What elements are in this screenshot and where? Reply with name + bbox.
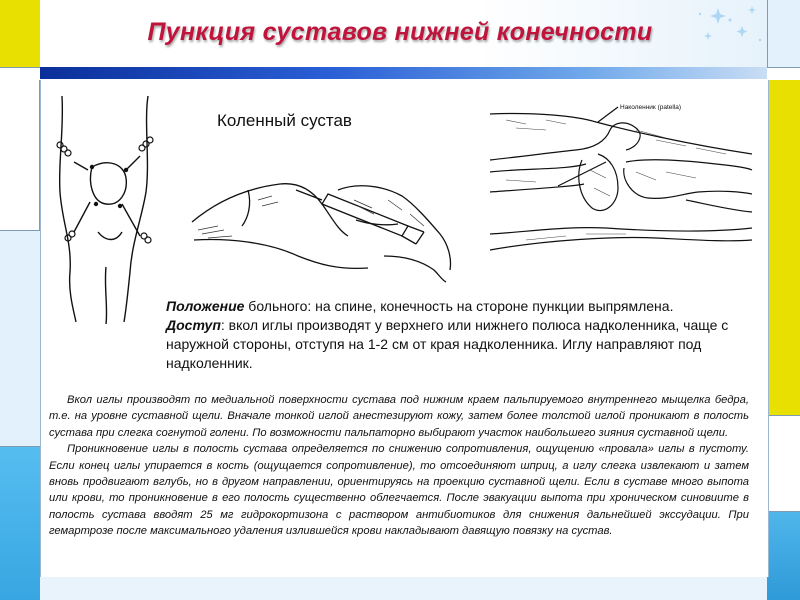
- syringe-puncture-figure: [188, 160, 458, 285]
- knee-joint-heading: Коленный сустав: [217, 111, 352, 130]
- right-tile-white: [767, 416, 800, 512]
- procedure-description: [49, 392, 749, 540]
- access-text: : вкол иглы производят у верхнего или нижнего полюса надколенника, чаще с наружной стороны, отступя на 1-2 см от края надколенника. Иглу направляют под надколенник.: [166, 317, 729, 371]
- position-label: Положение: [166, 298, 245, 314]
- left-tile-pale-blue: [0, 231, 40, 447]
- left-tile-blue: [0, 447, 40, 600]
- footer-strip: [40, 577, 767, 600]
- patella-label: Наколенник (patella): [620, 104, 682, 111]
- page-title: Пункция суставов нижней конечности: [147, 18, 653, 46]
- access-label: Доступ: [166, 317, 221, 333]
- leg-puncture-sites-figure: [48, 92, 166, 324]
- paragraph-penetration: Проникновение иглы в полость сустава определяется по снижению сопротивления, ощущению «провала» иглы в пустоту. Если конец иглы упирается в кость (ощущается сопротивление), то отсоединяют шприц, а иглу слегка извлекают и затем вновь продвигают вглубь, но в другом направлении, ориентируясь на проекцию суставной щели. Если в суставе много выпота или крови, то проникновение в его полость существенно облегчается. После эвакуации выпота при хроническом синовиите в полость сустава вводят 25 мг гидрокортизона с раствором антибиотиков для снижения дальнейшей экссудации. При гемартрозе после максимального удаления излившейся крови накладывают давящую повязку на сустав.: [49, 443, 749, 538]
- position-and-access-text: [166, 297, 766, 373]
- left-tile-white: [0, 80, 40, 231]
- header-divider-bar: [40, 67, 767, 79]
- right-tile-yellow: [767, 80, 800, 416]
- right-tile-blue: [767, 512, 800, 600]
- paragraph-needle-insertion: Вкол иглы производят по медиальной поверхности сустава под нижним краем пальпируемого внутреннего мыщелка бедра, т.е. на уровне суставной щели. Вначале тонкой иглой анестезируют кожу, затем более толстой иглой проникают в полость сустава при слегка согнутой голени. По возможности пальпаторно выбирают участок наибольшего зияния суставной щели.: [49, 394, 749, 439]
- knee-cross-section-figure: [486, 100, 756, 252]
- position-text: больного: на спине, конечность на стороне пункции выпрямлена.: [244, 298, 674, 314]
